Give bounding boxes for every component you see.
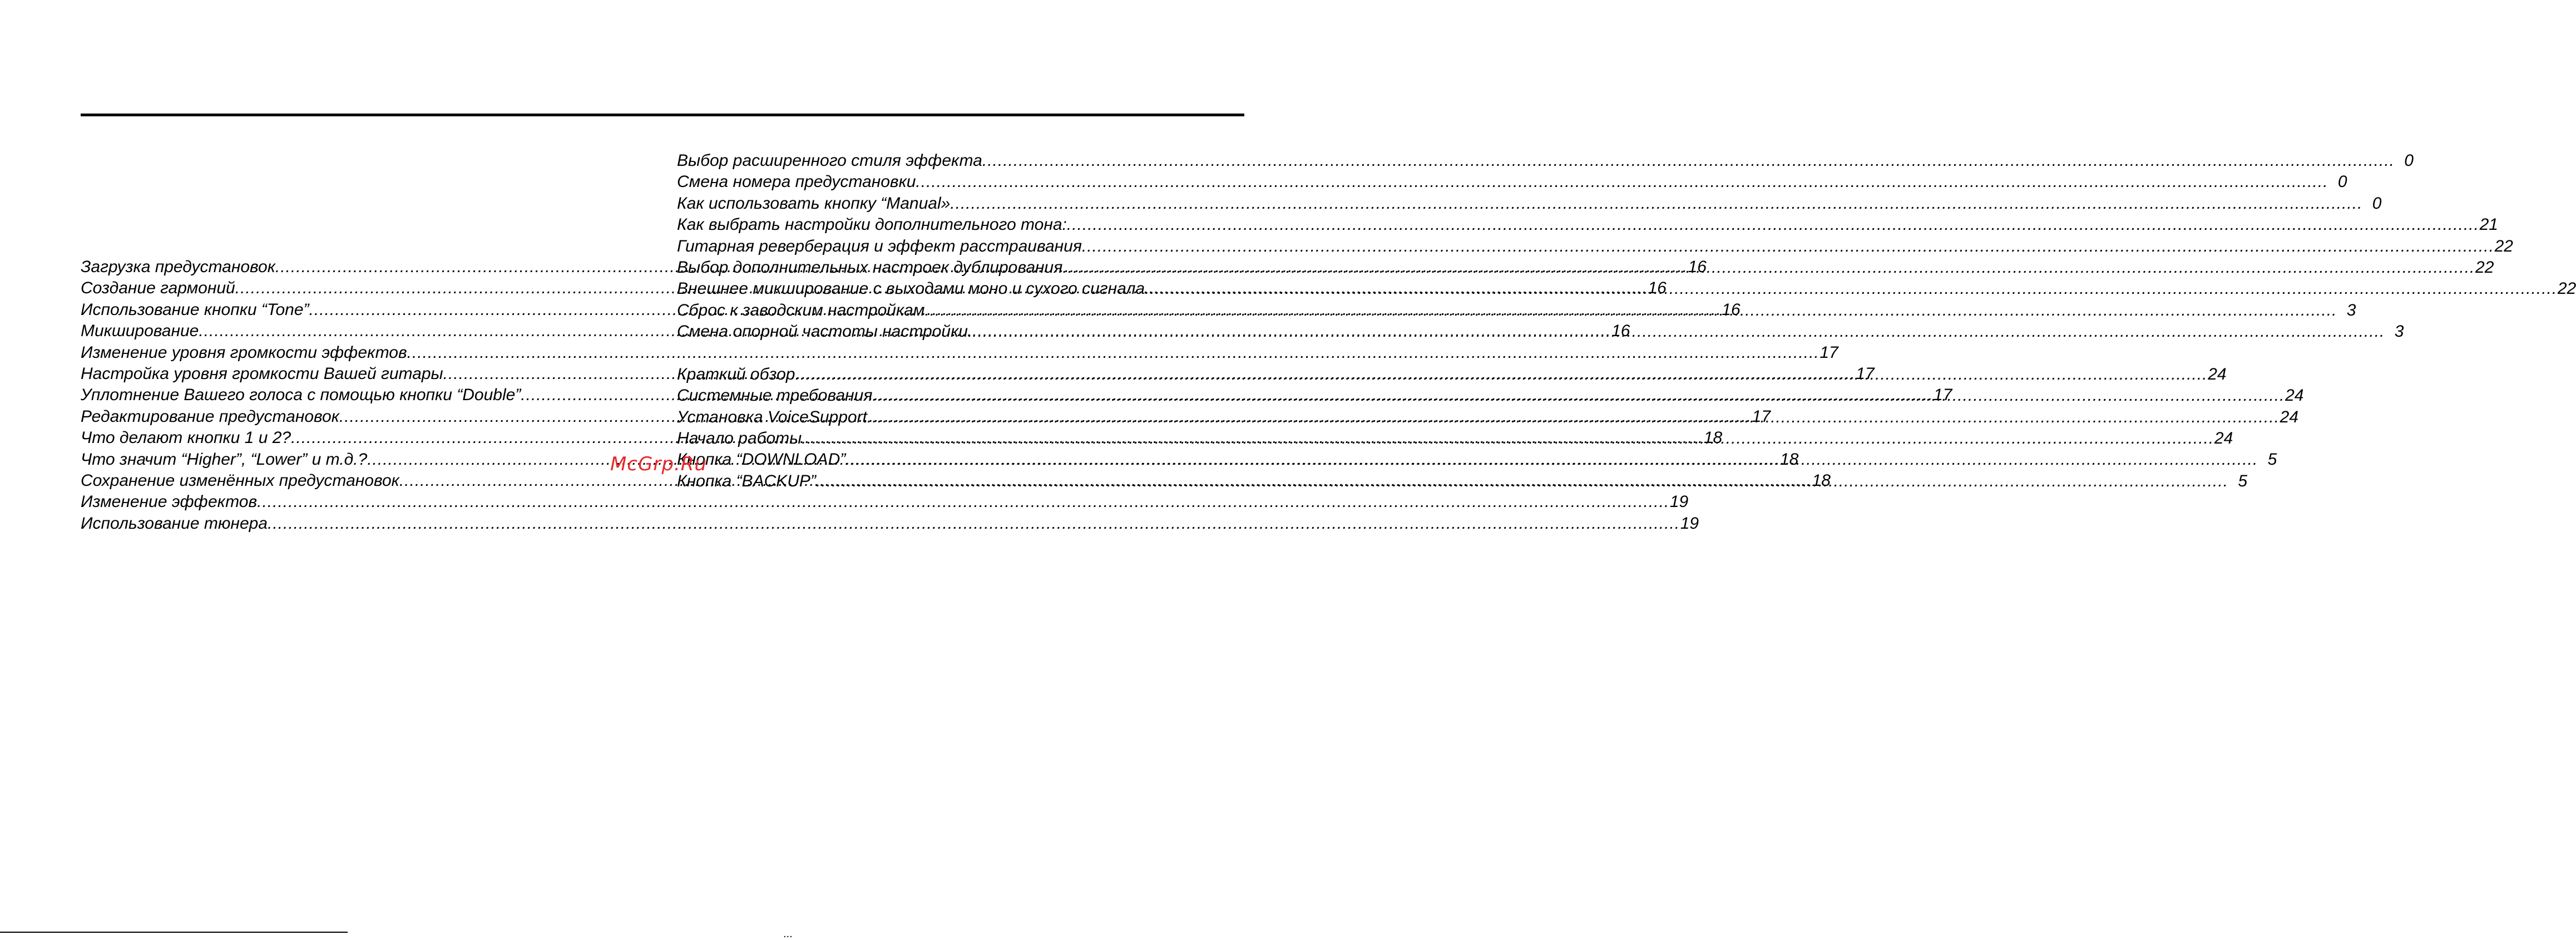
- section-spacer: [677, 343, 1244, 364]
- toc-entry-title: Загрузка предустановок: [81, 258, 275, 276]
- toc-entry-title: Начало работы: [677, 429, 802, 448]
- toc-entry-page: 19: [1680, 514, 1699, 533]
- toc-entry-title: Системные требования: [677, 386, 873, 405]
- dot-leader: [268, 513, 1680, 534]
- toc-entry[interactable]: [677, 171, 2347, 193]
- toc-entry-title: Сброс к заводским настройкам: [677, 301, 925, 319]
- toc-entry-page: 24: [2208, 365, 2227, 383]
- dot-leader: [257, 491, 1669, 513]
- dot-leader: [795, 364, 2207, 385]
- toc-entry-title: Выбор дополнительных настроек дублирования: [677, 258, 1063, 277]
- dot-leader: [802, 428, 2214, 449]
- toc-entry-page: 17: [1819, 343, 1838, 362]
- dot-leader: [982, 150, 2395, 171]
- toc-entry-page: 24: [2285, 386, 2304, 405]
- dot-leader: [950, 193, 2362, 214]
- toc-entry-page: 24: [2280, 407, 2299, 426]
- toc-entry-page: 18: [1812, 471, 1831, 490]
- toc-entry-title: Изменение уровня громкости эффектов: [81, 343, 407, 362]
- toc-entry-title: Что значит “Higher”, “Lower” и т.д.?: [81, 450, 368, 469]
- toc-entry-page: 0: [2337, 173, 2347, 191]
- toc-entry-page: 3: [2394, 322, 2404, 341]
- toc-entry-title: Смена опорной частоты настройки.: [677, 322, 973, 341]
- toc-entry-title: Внешнее микширование с выходами моно и сухого сигнала: [677, 279, 1145, 298]
- footer-page-number: ...: [783, 928, 793, 940]
- toc-entry[interactable]: [677, 193, 2382, 214]
- toc-entry-title: Редактирование предустановок: [81, 407, 339, 426]
- dot-leader: [1067, 214, 2479, 235]
- toc-entry-title: Микширование: [81, 322, 199, 341]
- toc-entry-title: Краткий обзор: [677, 365, 795, 383]
- dot-leader: [924, 300, 2337, 321]
- toc-entry-title: Выбор расширенного стиля эффекта: [677, 151, 982, 170]
- toc-entry-title: Кнопка “BACKUP”: [677, 471, 816, 490]
- header-rule: [81, 114, 1244, 116]
- toc-entry-page: 22: [2494, 237, 2513, 255]
- toc-entry[interactable]: [81, 513, 1699, 534]
- toc-entry-page: 17: [1752, 407, 1771, 426]
- toc-entry-title: Создание гармоний: [81, 279, 235, 298]
- toc-entry-title: Как выбрать настройки дополнительного тона:: [677, 215, 1067, 234]
- toc-entry-page: 17: [1856, 364, 1875, 383]
- dot-leader: [872, 385, 2285, 406]
- toc-entry-page: 24: [2214, 429, 2233, 448]
- toc-entry-title: Настройка уровня громкости Вашей гитары: [81, 364, 443, 383]
- toc-entry-title: Установка VoiceSupport: [677, 407, 867, 426]
- footer-rule: [0, 932, 348, 933]
- dot-leader: [1145, 278, 2557, 299]
- dot-leader: [972, 321, 2385, 342]
- toc-entry-page: 16: [1722, 300, 1741, 319]
- toc-entry-title: Сохранение изменённых предустановок: [81, 471, 399, 490]
- dot-leader: [1062, 257, 2475, 278]
- watermark: McGrp.Ru: [610, 453, 707, 475]
- toc-entry-page: 3: [2346, 301, 2356, 319]
- toc-entry-title: Изменение эффектов: [81, 493, 258, 511]
- toc-entry-page: 16: [1611, 322, 1630, 341]
- dot-leader: [916, 171, 2328, 193]
- toc-entry-title: Как использовать кнопку “Manual»: [677, 194, 951, 213]
- toc-entry-title: Смена номера предустановки: [677, 173, 916, 191]
- toc-entry-title: Кнопка “DOWNLOAD”: [677, 450, 846, 469]
- toc-entry-page: 17: [1934, 386, 1952, 405]
- dot-leader: [846, 449, 2258, 470]
- toc-entry-title: Использование кнопки “Tone”: [81, 300, 309, 319]
- toc-entry-page: 18: [1779, 450, 1799, 469]
- dot-leader: [1082, 236, 2494, 257]
- toc-entry-page: 0: [2372, 194, 2382, 213]
- toc-entry-page: 16: [1688, 258, 1707, 276]
- toc-entry[interactable]: [81, 342, 1838, 363]
- toc-entry-page: 21: [2479, 215, 2498, 234]
- dot-leader: [816, 471, 2228, 492]
- toc-entry-page: 5: [2238, 471, 2248, 490]
- toc-entry[interactable]: [677, 150, 2414, 171]
- toc-entry-page: 22: [2557, 279, 2576, 298]
- toc-entry-title: Что делают кнопки 1 и 2?: [81, 429, 291, 447]
- dot-leader: [867, 407, 2280, 428]
- toc-entry-title: Использование тюнера: [81, 514, 268, 533]
- toc-entry-page: 0: [2404, 151, 2414, 170]
- toc-entry[interactable]: [81, 491, 1689, 513]
- toc-entry-page: 19: [1669, 493, 1689, 511]
- toc-entry-title: Гитарная реверберация и эффект расстраивания: [677, 237, 1082, 255]
- toc-entry-page: 18: [1703, 429, 1723, 447]
- toc-entry[interactable]: [677, 214, 2498, 235]
- toc-entry-page: 22: [2475, 258, 2494, 277]
- toc-entry[interactable]: [677, 236, 2513, 257]
- toc-entry-page: 5: [2267, 450, 2277, 469]
- toc-entry-title: Уплотнение Вашего голоса с помощью кнопки “Double”: [81, 386, 521, 405]
- toc-entry-page: 16: [1648, 279, 1667, 298]
